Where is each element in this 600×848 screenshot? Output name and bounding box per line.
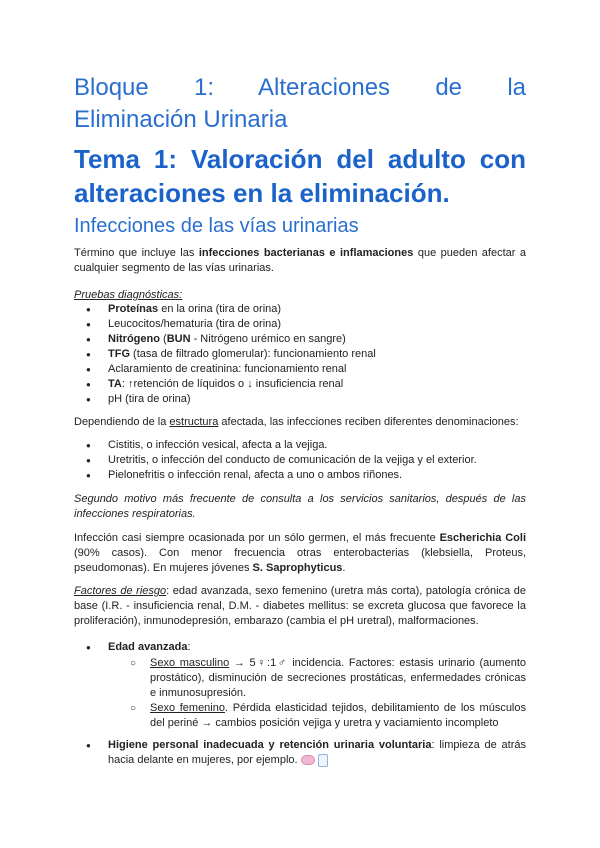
list-item: ● Nitrógeno (BUN - Nitrógeno urémico en sangre) — [86, 332, 526, 347]
list-item: ● Proteínas en la orina (tira de orina) — [86, 302, 526, 317]
intro-paragraph — [74, 246, 526, 276]
toilet-paper-icon — [318, 754, 328, 767]
edad-list — [86, 640, 526, 731]
soap-icon — [301, 755, 315, 765]
topic-title-line1: Tema 1: Valoración del adulto con — [74, 144, 526, 174]
list-item: ● Higiene personal inadecuada y retención urinaria voluntaria: limpieza de atrás hacia delante en mujeres, por ejemplo. — [86, 738, 526, 768]
riesgo-paragraph: Factores de riesgo: edad avanzada, sexo femenino (uretra más corta), patología crónica de base (I.R. - insuficiencia renal, D.M. - diabetes mellitus: se excreta glucosa que favorece la proliferación), inmunodepresión, embarazo (cambia el pH uretral), malformaciones. — [74, 585, 526, 627]
topic-title-line2: alteraciones en la eliminación. — [74, 178, 450, 208]
estructura-list — [86, 438, 526, 483]
block-title-line1: Bloque 1: Alteraciones de la — [74, 74, 526, 101]
motivo-paragraph: Segundo motivo más frecuente de consulta a los servicios sanitarios, después de las infecciones respiratorias. — [74, 493, 526, 520]
list-item: ● TFG (tasa de filtrado glomerular): funcionamiento renal — [86, 347, 526, 362]
higiene-list — [86, 738, 526, 768]
list-item: ● pH (tira de orina) — [86, 392, 526, 407]
list-item: ● Uretritis, o infección del conducto de comunicación de la vejiga y el exterior. — [86, 453, 526, 468]
section-heading: Infecciones de las vías urinarias — [74, 215, 359, 237]
list-item: ● TA: ↑retención de líquidos o ↓ insuficiencia renal — [86, 377, 526, 392]
germen-paragraph: Infección casi siempre ocasionada por un sólo germen, el más frecuente Escherichia Coli (90% casos). Con menor frecuencia otras enterobacterias (klebsiella, Proteus, pseudomonas). En mujeres jóvenes S. Saprophyticus. — [74, 532, 526, 574]
list-item: ● Cistitis, o infección vesical, afecta a la vejiga. — [86, 438, 526, 453]
block-title-line2: Eliminación Urinaria — [74, 106, 288, 133]
intro-text-c: que pueden afectar a cualquier segmento de las vías urinarias. — [74, 247, 527, 274]
list-item: ● Leucocitos/hematuria (tira de orina) — [86, 317, 526, 332]
list-item: ● Pielonefritis o infección renal, afecta a uno o ambos riñones. — [86, 468, 526, 483]
estructura-paragraph: Dependiendo de la estructura afectada, las infecciones reciben diferentes denominaciones: — [74, 416, 519, 428]
list-item: ● Edad avanzada: ○ Sexo masculino → 5♀:1♂ incidencia. Factores: estasis urinario (aumento prostático), disminución de secreciones prostáticas, enfermedades crónicas e inmunosupresión. ○ Sexo femenino. Pérdida elasticidad tejidos, debilitamiento de los músculos del periné → cambios posición vejiga y uretra y vaciamiento incompleto — [86, 640, 526, 731]
intro-text-a: Término que incluye las — [74, 247, 199, 259]
list-item: ● Aclaramiento de creatinina: funcionamiento renal — [86, 362, 526, 377]
list-item: ○ Sexo femenino. Pérdida elasticidad tejidos, debilitamiento de los músculos del periné → cambios posición vejiga y uretra y vaciamiento incompleto — [128, 701, 526, 731]
edad-sublist — [128, 656, 526, 731]
pruebas-list — [86, 302, 526, 407]
pruebas-title: Pruebas diagnósticas: — [74, 289, 183, 301]
list-item: ○ Sexo masculino → 5♀:1♂ incidencia. Factores: estasis urinario (aumento prostático), disminución de secreciones prostáticas, enfermedades crónicas e inmunosupresión. — [128, 656, 526, 701]
intro-text-bold: infecciones bacterianas e inflamaciones — [198, 247, 414, 259]
